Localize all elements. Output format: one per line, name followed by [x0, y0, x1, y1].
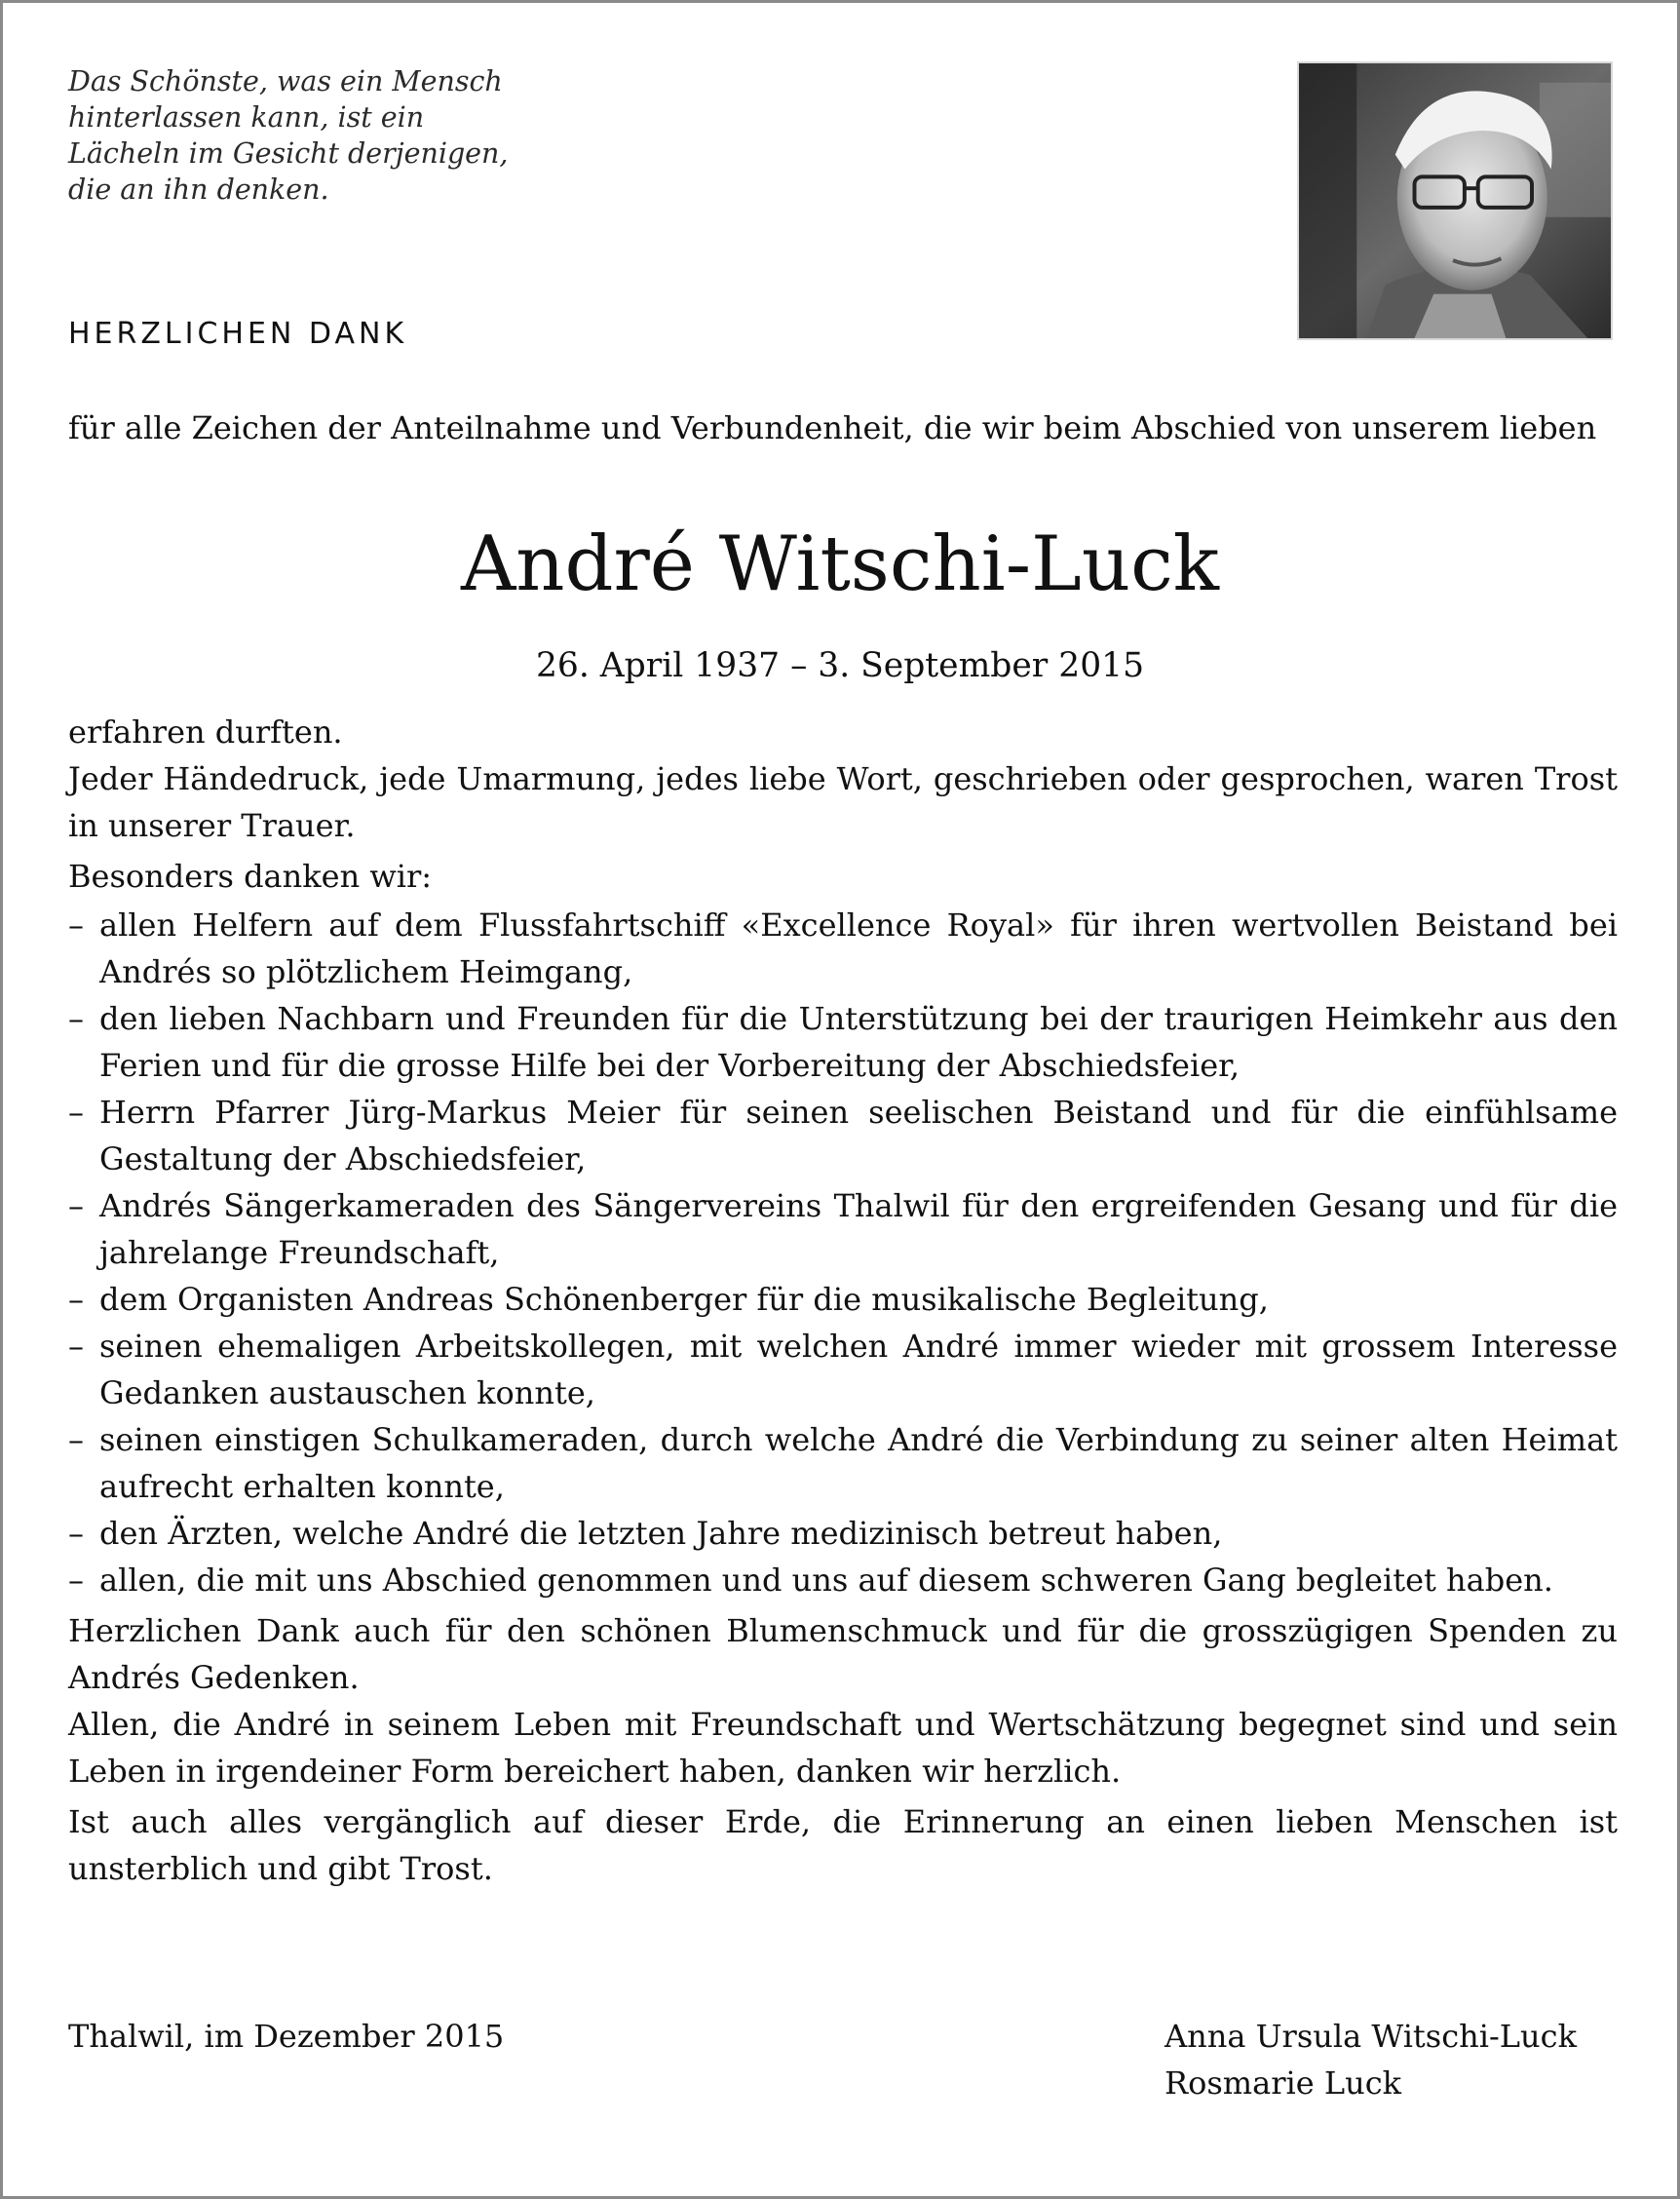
intro-text: für alle Zeichen der Anteilnahme und Verbundenheit, die wir beim Abschied von unserem lieben [68, 409, 1597, 446]
thanks-heading: HERZLICHEN DANK [68, 317, 408, 351]
list-item: – Andrés Sängerkameraden des Sängervereins Thalwil für den ergreifenden Gesang und für die jahrelange Freundschaft, [68, 1182, 1618, 1276]
paragraph-flowers: Herzlichen Dank auch für den schönen Blumenschmuck und für die grosszügigen Spenden zu Andrés Gedenken. [68, 1612, 1618, 1696]
signature-name: Rosmarie Luck [1165, 2064, 1402, 2102]
after-name-text: erfahren durften. [68, 714, 343, 751]
list-item: – allen, die mit uns Abschied genommen und uns auf diesem schweren Gang begleitet haben. [68, 1557, 1618, 1603]
special-thanks-intro: Besonders danken wir: [68, 858, 433, 895]
place-and-date: Thalwil, im Dezember 2015 [68, 2018, 505, 2055]
list-item: – allen Helfern auf dem Flussfahrtschiff «Excellence Royal» für ihren wertvollen Beistand bei Andrés so plötzlichem Heimgang, [68, 902, 1618, 995]
list-item: – Herrn Pfarrer Jürg-Markus Meier für seinen seelischen Beistand und für die einfühlsame Gestaltung der Abschiedsfeier, [68, 1089, 1618, 1182]
paragraph-comfort: Jeder Händedruck, jede Umarmung, jedes liebe Wort, geschrieben oder gesprochen, waren Trost in unserer Trauer. [68, 760, 1618, 844]
epigraph-line: die an ihn denken. [68, 174, 329, 206]
list-item: – seinen ehemaligen Arbeitskollegen, mit welchen André immer wieder mit grossem Interesse Gedanken austauschen konnte, [68, 1323, 1618, 1416]
signature-name: Anna Ursula Witschi-Luck [1165, 2018, 1577, 2055]
deceased-name: André Witschi-Luck [460, 521, 1220, 608]
epigraph-line: Das Schönste, was ein Mensch [68, 65, 503, 97]
paragraph-gratitude: Allen, die André in seinem Leben mit Freundschaft und Wertschätzung begegnet sind und sein Leben in irgendeiner Form bereichert haben, danken wir herzlich. [68, 1706, 1618, 1790]
list-item: – den Ärzten, welche André die letzten Jahre medizinisch betreut haben, [68, 1510, 1618, 1557]
body-text [68, 709, 1618, 1892]
paragraph-closing: Ist auch alles vergänglich auf dieser Erde, die Erinnerung an einen lieben Menschen ist unsterblich und gibt Trost. [68, 1803, 1618, 1887]
life-dates: 26. April 1937 – 3. September 2015 [535, 646, 1145, 685]
epigraph-line: hinterlassen kann, ist ein [68, 101, 425, 134]
list-item: – seinen einstigen Schulkameraden, durch welche André die Verbindung zu seiner alten Heimat aufrecht erhalten konnte, [68, 1416, 1618, 1510]
list-item: – dem Organisten Andreas Schönenberger für die musikalische Begleitung, [68, 1276, 1618, 1323]
portrait-photo [1297, 61, 1613, 340]
signatures [1165, 2013, 1577, 2106]
thanks-list [68, 902, 1618, 1603]
epigraph-line: Lächeln im Gesicht derjenigen, [68, 137, 509, 170]
list-item: – den lieben Nachbarn und Freunden für die Unterstützung bei der traurigen Heimkehr aus den Ferien und für die grosse Hilfe bei der Vorbereitung der Abschiedsfeier, [68, 995, 1618, 1089]
epigraph-quote [68, 63, 575, 208]
portrait-image [1299, 63, 1611, 338]
